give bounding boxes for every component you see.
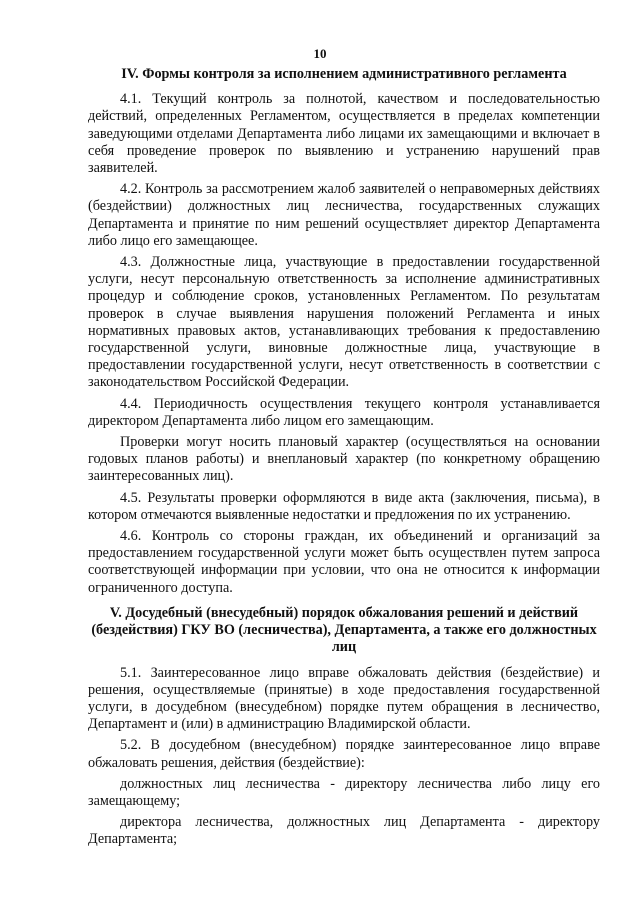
page-number: 10 [313, 46, 327, 61]
section-5-heading: V. Досудебный (внесудебный) порядок обжалования решений и действий (бездействия) ГКУ ВО (лесничества), Департамента, а также его должностных лиц [91, 604, 597, 656]
paragraph-5-2-item-2: директора лесничества, должностных лиц Департамента - директору Департамента; [88, 814, 600, 848]
page-content [88, 66, 600, 849]
paragraph-5-2: 5.2. В досудебном (внесудебном) порядке заинтересованное лицо вправе обжаловать решения, действия (бездействие): [88, 737, 600, 771]
paragraph-4-5: 4.5. Результаты проверки оформляются в виде акта (заключения, письма), в котором отмечаются выявленные недостатки и предложения по их устранению. [88, 489, 600, 523]
paragraph-4-3: 4.3. Должностные лица, участвующие в предоставлении государственной услуги, несут персональную ответственность за исполнение административных процедур и соблюдение сроков, установленных Регламентом. По результатам проверок в случае выявления нарушения положений Регламента и иных нормативных правовых актов, устанавливающих требования к предоставлению государственной услуги, виновные должностные лица, участвующие в предоставлении государственной услуги, несут ответственность в соответствии с законодательством Российской Федерации. [88, 254, 600, 391]
paragraph-4-4-checks: Проверки могут носить плановый характер (осуществляться на основании годовых планов работы) и внеплановый характер (по конкретному обращению заинтересованных лиц). [88, 434, 600, 485]
section-4-heading: IV. Формы контроля за исполнением административного регламента [121, 66, 567, 82]
paragraph-5-2-item-1: должностных лиц лесничества - директору лесничества либо лицу его замещающему; [88, 775, 600, 809]
paragraph-4-4: 4.4. Периодичность осуществления текущего контроля устанавливается директором Департамента либо лицом его замещающим. [88, 395, 600, 429]
paragraph-5-1: 5.1. Заинтересованное лицо вправе обжаловать действия (бездействие) и решения, осуществляемые (принятые) в ходе предоставления государственной услуги, в досудебном (внесудебном) порядке путем обращения в лесничество, Департамент и (или) в администрацию Владимирской области. [88, 664, 600, 733]
paragraph-4-6: 4.6. Контроль со стороны граждан, их объединений и организаций за предоставлением государственной услуги может быть осуществлен путем запроса соответствующей информации при условии, что она не относится к информации ограниченного доступа. [88, 528, 600, 596]
paragraph-4-2: 4.2. Контроль за рассмотрением жалоб заявителей о неправомерных действиях (бездействии) должностных лиц лесничества, государственных служащих Департамента и принятие по ним решений осуществляет директор Департамента либо лицо его замещающее. [88, 181, 600, 249]
paragraph-4-1: 4.1. Текущий контроль за полнотой, качеством и последовательностью действий, определенных Регламентом, осуществляется в пределах компетенции заведующими отделами Департамента либо лицами их замещающими и включает в себя проведение проверок по выявлению и устранению нарушений прав заявителей. [88, 91, 600, 177]
